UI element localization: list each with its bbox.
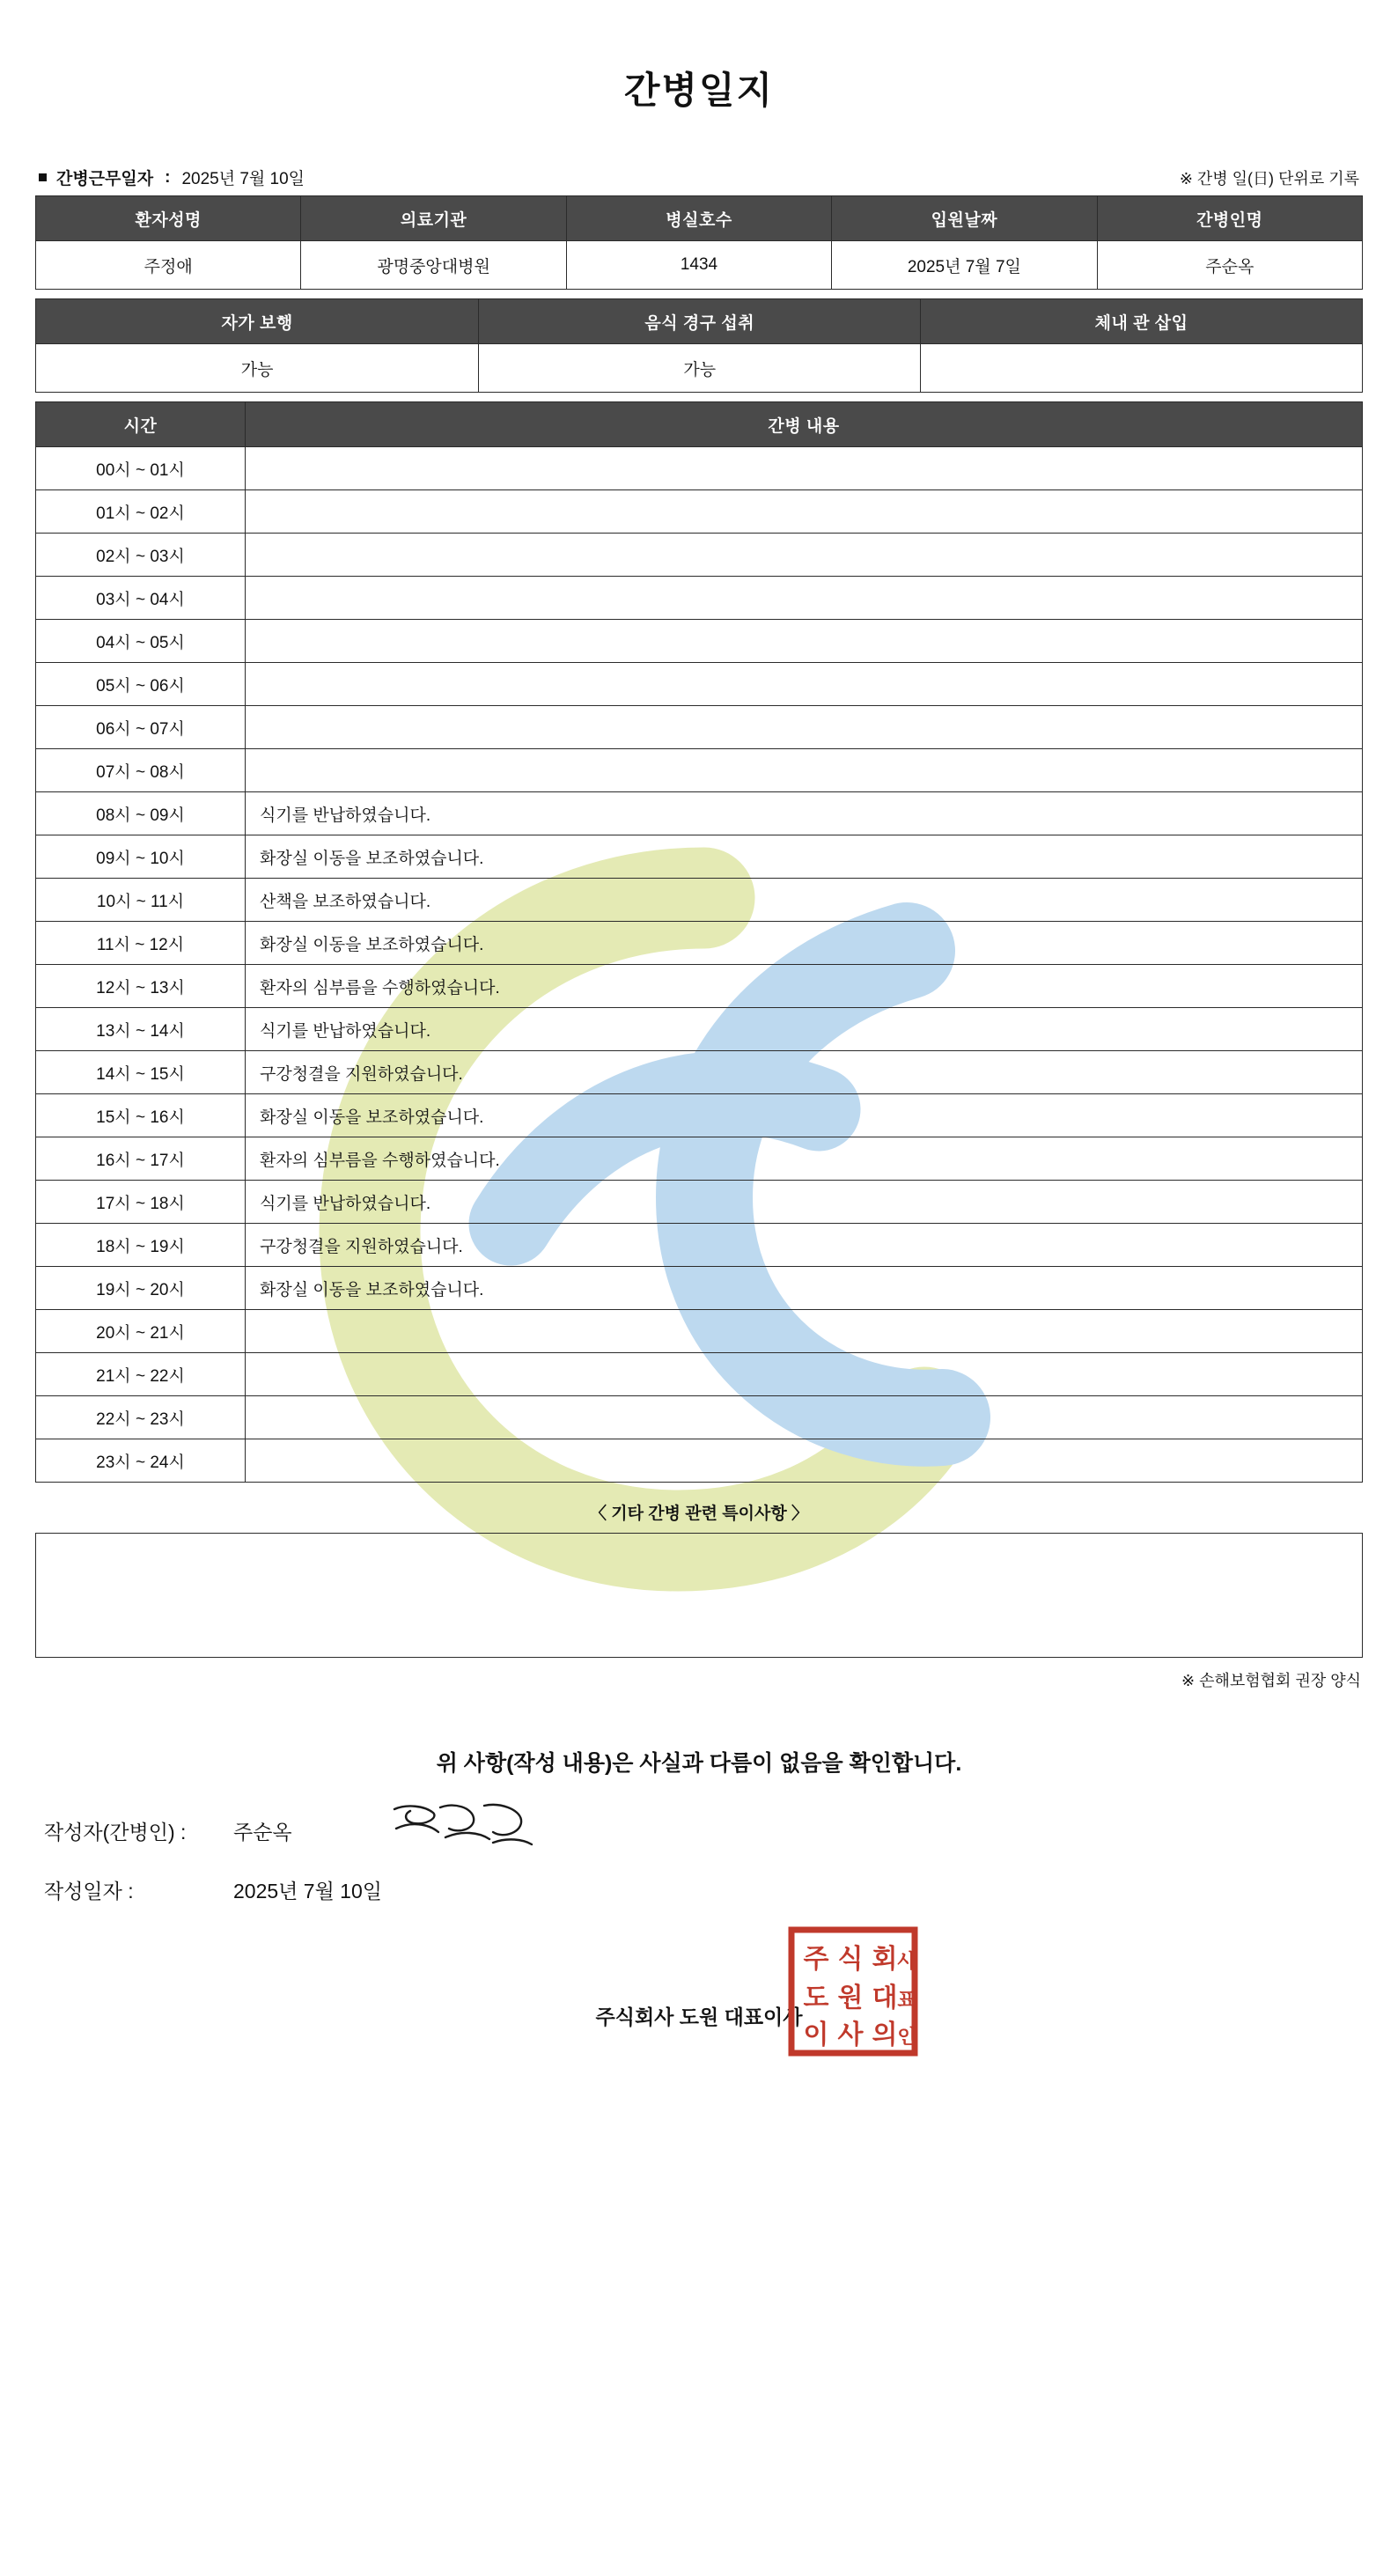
table-row — [36, 1353, 1363, 1396]
table-row — [36, 1094, 1363, 1137]
log-time: 10시 ~ 11시 — [36, 879, 246, 922]
table-row — [36, 835, 1363, 879]
header-hospital: 의료기관 — [301, 196, 566, 241]
work-date-group — [39, 166, 305, 189]
table-row — [36, 1267, 1363, 1310]
log-content — [246, 1310, 1363, 1353]
log-content: 식기를 반납하였습니다. — [246, 1181, 1363, 1224]
log-time: 03시 ~ 04시 — [36, 577, 246, 620]
log-time: 00시 ~ 01시 — [36, 447, 246, 490]
company-seal-stamp-icon — [787, 1925, 919, 2057]
log-time: 04시 ~ 05시 — [36, 620, 246, 663]
write-date-label: 작성일자 : — [44, 1880, 134, 1903]
log-time: 15시 ~ 16시 — [36, 1094, 246, 1137]
value-patient-name: 주정애 — [36, 241, 301, 290]
log-content — [246, 447, 1363, 490]
log-content — [246, 534, 1363, 577]
table-row — [36, 447, 1363, 490]
table-row — [36, 706, 1363, 749]
log-time: 02시 ~ 03시 — [36, 534, 246, 577]
table-row — [36, 1310, 1363, 1353]
log-content — [246, 577, 1363, 620]
table-row — [36, 534, 1363, 577]
log-time: 09시 ~ 10시 — [36, 835, 246, 879]
table-header-row — [36, 402, 1363, 447]
log-content — [246, 663, 1363, 706]
company-text: 주식회사 도원 대표이사 — [595, 2006, 803, 2028]
header-room-number: 병실호수 — [566, 196, 831, 241]
table-row — [36, 1224, 1363, 1267]
signature-block — [35, 1816, 1363, 1904]
log-time: 20시 ~ 21시 — [36, 1310, 246, 1353]
log-time: 18시 ~ 19시 — [36, 1224, 246, 1267]
log-content — [246, 620, 1363, 663]
log-content: 환자의 심부름을 수행하였습니다. — [246, 965, 1363, 1008]
table-row — [36, 1008, 1363, 1051]
log-time: 11시 ~ 12시 — [36, 922, 246, 965]
author-value: 주순옥 — [233, 1821, 292, 1844]
table-row — [36, 1396, 1363, 1439]
log-content — [246, 1439, 1363, 1483]
log-content — [246, 490, 1363, 534]
table-header-row — [36, 299, 1363, 344]
svg-text:회: 회 — [872, 1944, 898, 1975]
table-row — [36, 241, 1363, 290]
header-oral-intake: 음식 경구 섭취 — [479, 299, 921, 344]
value-oral-intake: 가능 — [479, 344, 921, 393]
log-time: 07시 ~ 08시 — [36, 749, 246, 792]
log-content — [246, 1396, 1363, 1439]
log-content: 화장실 이동을 보조하였습니다. — [246, 1094, 1363, 1137]
value-tube-insertion — [921, 344, 1363, 393]
svg-text:인: 인 — [897, 2027, 916, 2049]
meta-row — [35, 166, 1363, 195]
table-row — [36, 620, 1363, 663]
svg-text:도: 도 — [803, 1983, 829, 2013]
write-date-value: 2025년 7월 10일 — [233, 1880, 382, 1903]
remarks-box[interactable] — [35, 1533, 1363, 1658]
remarks-title: 〈 기타 간병 관련 특이사항 〉 — [590, 1505, 808, 1523]
table-row — [36, 792, 1363, 835]
care-condition-table — [35, 298, 1363, 393]
log-content — [246, 749, 1363, 792]
log-time: 05시 ~ 06시 — [36, 663, 246, 706]
table-row — [36, 1137, 1363, 1181]
log-time: 22시 ~ 23시 — [36, 1396, 246, 1439]
svg-text:사: 사 — [897, 1951, 916, 1973]
table-header-row — [36, 196, 1363, 241]
header-caregiver-name: 간병인명 — [1097, 196, 1362, 241]
value-room-number: 1434 — [566, 241, 831, 290]
header-admission-date: 입원날짜 — [832, 196, 1097, 241]
table-row — [36, 879, 1363, 922]
svg-text:의: 의 — [872, 2020, 898, 2050]
value-caregiver-name: 주순옥 — [1097, 241, 1362, 290]
log-time: 21시 ~ 22시 — [36, 1353, 246, 1396]
log-content: 구강청결을 지원하였습니다. — [246, 1224, 1363, 1267]
svg-text:식: 식 — [837, 1944, 864, 1975]
log-time: 13시 ~ 14시 — [36, 1008, 246, 1051]
log-time: 08시 ~ 09시 — [36, 792, 246, 835]
log-content: 환자의 심부름을 수행하였습니다. — [246, 1137, 1363, 1181]
work-date-value: 2025년 7월 10일 — [181, 170, 305, 188]
work-date-label: 간병근무일자 — [56, 170, 154, 188]
author-row — [44, 1816, 1363, 1845]
svg-text:대: 대 — [872, 1983, 898, 2013]
work-date-colon: : — [165, 167, 171, 187]
log-time: 17시 ~ 18시 — [36, 1181, 246, 1224]
unit-note: ※ 간병 일(日) 단위로 기록 — [1179, 170, 1359, 188]
svg-text:표: 표 — [897, 1990, 916, 2012]
log-content: 식기를 반납하였습니다. — [246, 1008, 1363, 1051]
patient-info-table — [35, 195, 1363, 290]
header-care-content: 간병 내용 — [246, 402, 1363, 447]
svg-text:원: 원 — [837, 1983, 864, 2013]
association-note: ※ 손해보험협회 권장 양식 — [1181, 1672, 1361, 1689]
table-row — [36, 1051, 1363, 1094]
log-content — [246, 706, 1363, 749]
log-content: 화장실 이동을 보조하였습니다. — [246, 1267, 1363, 1310]
log-time: 01시 ~ 02시 — [36, 490, 246, 534]
handwritten-signature-icon — [387, 1797, 537, 1851]
table-row — [36, 965, 1363, 1008]
log-content: 산책을 보조하였습니다. — [246, 879, 1363, 922]
log-time: 12시 ~ 13시 — [36, 965, 246, 1008]
table-row — [36, 922, 1363, 965]
confirmation-text: 위 사항(작성 내용)은 사실과 다름이 없음을 확인합니다. — [436, 1751, 962, 1776]
log-content: 화장실 이동을 보조하였습니다. — [246, 835, 1363, 879]
page-title: 간병일지 — [623, 70, 775, 111]
table-row — [36, 344, 1363, 393]
table-row — [36, 577, 1363, 620]
table-row — [36, 490, 1363, 534]
log-content: 식기를 반납하였습니다. — [246, 792, 1363, 835]
header-time: 시간 — [36, 402, 246, 447]
log-content: 화장실 이동을 보조하였습니다. — [246, 922, 1363, 965]
table-row — [36, 749, 1363, 792]
log-time: 14시 ~ 15시 — [36, 1051, 246, 1094]
header-self-walking: 자가 보행 — [36, 299, 479, 344]
table-row — [36, 1181, 1363, 1224]
author-label: 작성자(간병인) : — [44, 1821, 187, 1844]
log-content: 구강청결을 지원하였습니다. — [246, 1051, 1363, 1094]
square-bullet-icon — [39, 173, 47, 181]
value-admission-date: 2025년 7월 7일 — [832, 241, 1097, 290]
svg-text:주: 주 — [803, 1944, 829, 1975]
company-row — [35, 1944, 1363, 2050]
log-time: 06시 ~ 07시 — [36, 706, 246, 749]
value-hospital: 광명중앙대병원 — [301, 241, 566, 290]
log-content — [246, 1353, 1363, 1396]
svg-text:사: 사 — [837, 2020, 864, 2050]
header-tube-insertion: 체내 관 삽입 — [921, 299, 1363, 344]
table-row — [36, 1439, 1363, 1483]
svg-text:이: 이 — [803, 2020, 829, 2050]
log-time: 19시 ~ 20시 — [36, 1267, 246, 1310]
log-time: 16시 ~ 17시 — [36, 1137, 246, 1181]
hourly-log-table — [35, 401, 1363, 1483]
date-row — [44, 1875, 1363, 1904]
log-time: 23시 ~ 24시 — [36, 1439, 246, 1483]
table-row — [36, 663, 1363, 706]
header-patient-name: 환자성명 — [36, 196, 301, 241]
value-self-walking: 가능 — [36, 344, 479, 393]
